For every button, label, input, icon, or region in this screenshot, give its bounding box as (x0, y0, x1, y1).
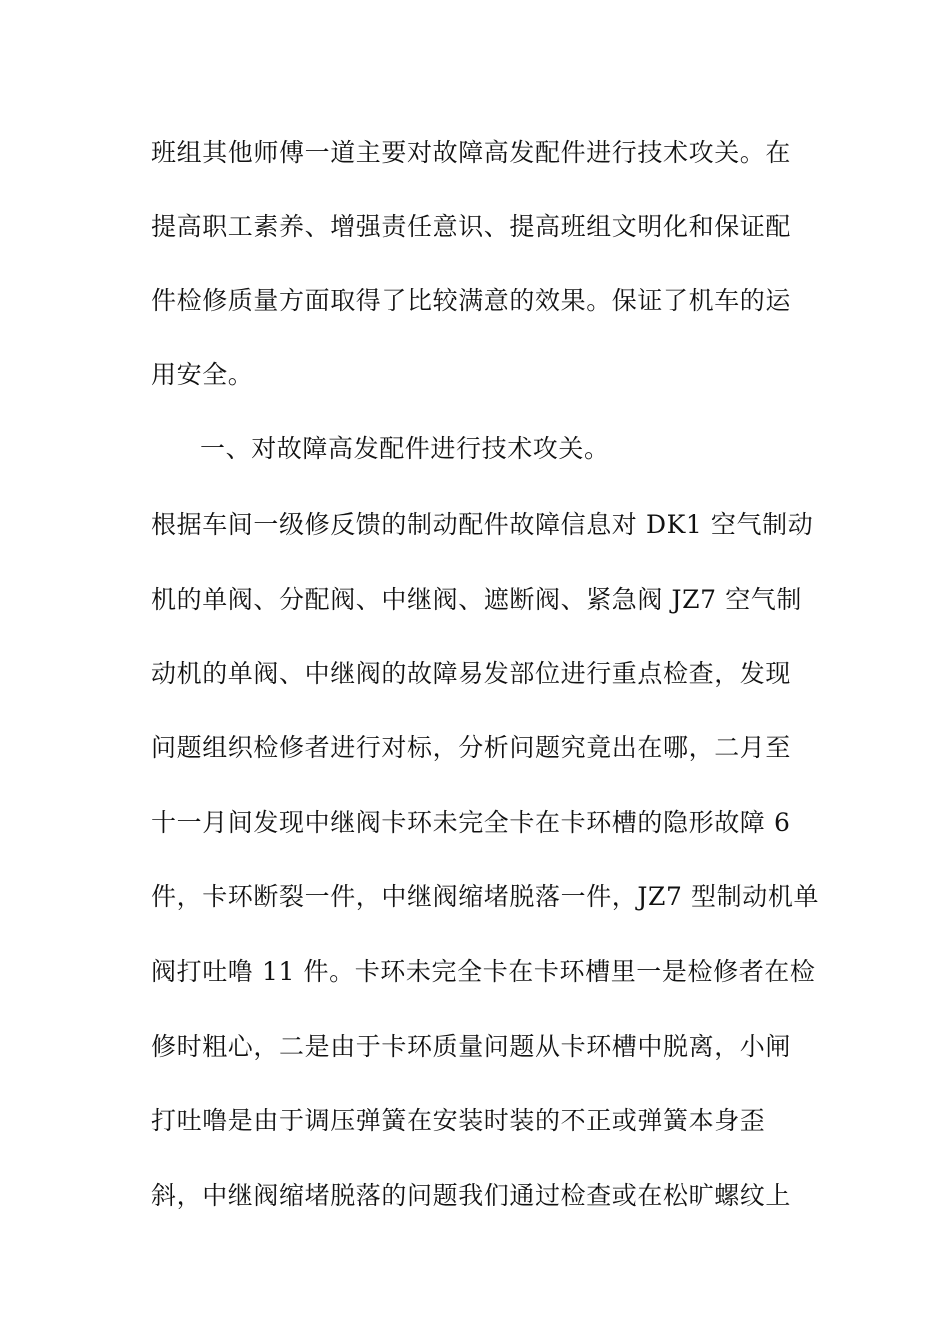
paragraph-line: 问题组织检修者进行对标，分析问题究竟出在哪，二月至 (151, 733, 792, 762)
paragraph-line: 件检修质量方面取得了比较满意的效果。保证了机车的运 (151, 286, 792, 315)
paragraph-line: 件，卡环断裂一件，中继阀缩堵脱落一件，JZ7 型制动机单 (151, 882, 820, 911)
paragraph-line: 阀打吐噜 11 件。卡环未完全卡在卡环槽里一是检修者在检 (151, 957, 816, 986)
section-heading: 一、对故障高发配件进行技术攻关。 (200, 434, 610, 463)
paragraph-line: 斜，中继阀缩堵脱落的问题我们通过检查或在松旷螺纹上 (151, 1181, 792, 1210)
paragraph-line: 修时粗心，二是由于卡环质量问题从卡环槽中脱离，小闸 (151, 1032, 792, 1061)
paragraph-line: 动机的单阀、中继阀的故障易发部位进行重点检查，发现 (151, 659, 792, 688)
paragraph-line: 十一月间发现中继阀卡环未完全卡在卡环槽的隐形故障 6 (151, 808, 791, 837)
paragraph-line: 机的单阀、分配阀、中继阀、遮断阀、紧急阀 JZ7 空气制 (151, 585, 802, 614)
paragraph-line: 打吐噜是由于调压弹簧在安装时装的不正或弹簧本身歪 (151, 1106, 766, 1135)
paragraph-line: 根据车间一级修反馈的制动配件故障信息对 DK1 空气制动 (151, 510, 814, 539)
paragraph-line: 用安全。 (151, 360, 254, 389)
paragraph-line: 提高职工素养、增强责任意识、提高班组文明化和保证配 (151, 212, 792, 241)
paragraph-line: 班组其他师傅一道主要对故障高发配件进行技术攻关。在 (151, 138, 792, 167)
